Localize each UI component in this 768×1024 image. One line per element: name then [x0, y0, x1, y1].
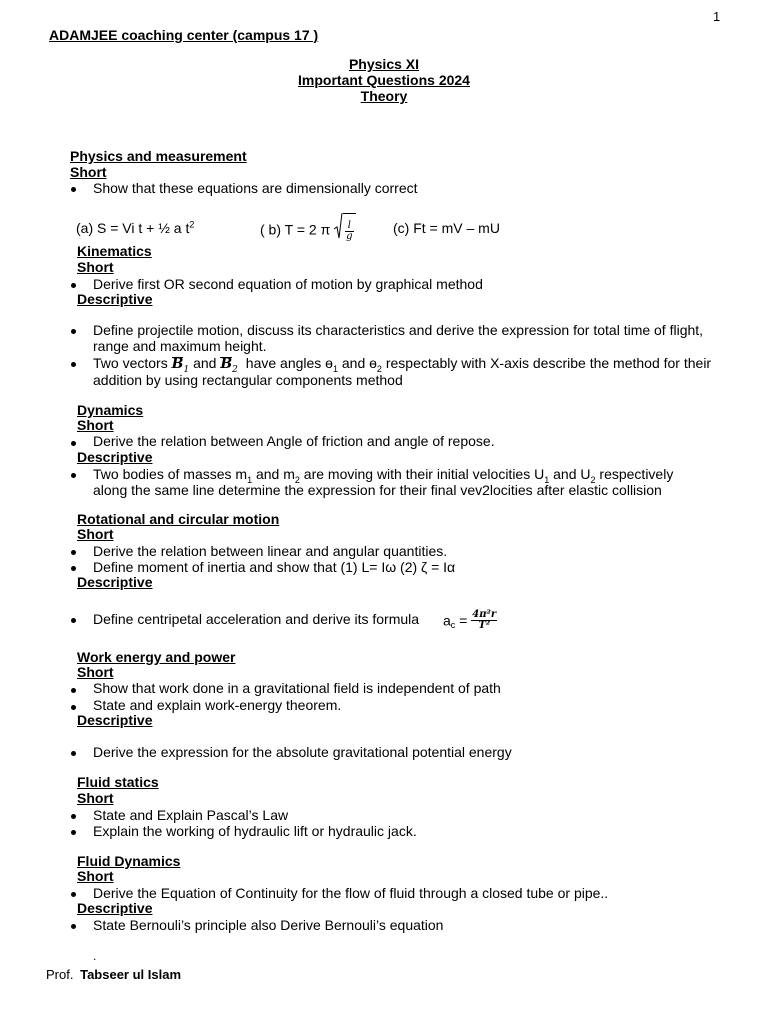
fraction-denominator: T² [478, 619, 491, 631]
question-item-continued: along the same line determine the expression for their final vev2locities after elastic collision [93, 482, 662, 498]
descriptive-label: Descriptive [77, 574, 153, 590]
formula-lhs: a [443, 612, 451, 629]
question-item: Derive first OR second equation of motion by graphical method [93, 276, 483, 292]
vector-b2 [220, 356, 238, 375]
bullet [71, 362, 76, 367]
vector-symbol: B [220, 356, 233, 372]
bullet [71, 566, 76, 571]
author-prefix: Prof. [46, 967, 74, 982]
descriptive-label: Descriptive [77, 291, 153, 307]
bullet [71, 329, 76, 334]
text-span: Two bodies of masses m [93, 466, 248, 482]
text-span: respectively [595, 466, 674, 482]
question-item: Define centripetal acceleration and derive its formula [93, 611, 420, 627]
angle-subscript: 2 [376, 363, 382, 374]
question-item: Derive the relation between linear and angular quantities. [93, 543, 448, 559]
question-item: Explain the working of hydraulic lift or hydraulic jack. [93, 823, 417, 839]
bullet [71, 187, 76, 192]
section-heading-dynamics: Dynamics [77, 402, 144, 418]
center-name: ADAMJEE coaching center (campus 17 ) [49, 27, 319, 43]
subscript: 2 [590, 474, 596, 485]
doc-title-type: Theory [360, 88, 408, 104]
text-span: respectably with X-axis describe the method for their [385, 355, 712, 371]
vector-subscript: 2 [232, 364, 238, 375]
question-item [93, 466, 674, 485]
square-root [334, 213, 355, 245]
bullet [71, 814, 76, 819]
bullet [71, 892, 76, 897]
question-item: Define moment of inertia and show that (1) L= Iω (2) ζ = Iα [93, 559, 456, 575]
section-heading-fluid-statics: Fluid statics [77, 774, 159, 790]
subscript: 1 [544, 474, 550, 485]
section-heading-fluid-dynamics: Fluid Dynamics [77, 853, 181, 869]
doc-title-subject: Physics XI [348, 56, 420, 72]
question-item: State Bernouli’s principle also Derive Bernouli’s equation [93, 917, 444, 933]
equation-c: (c) Ft = mV – mU [393, 220, 500, 236]
formula-fraction [471, 610, 497, 631]
subscript: 2 [294, 474, 300, 485]
question-item: Derive the Equation of Continuity for the flow of fluid through a closed tube or pipe.. [93, 885, 609, 901]
text-span: have angles ɵ [245, 355, 333, 371]
question-item: State and Explain Pascal’s Law [93, 807, 289, 823]
question-item: State and explain work-energy theorem. [93, 697, 342, 713]
fraction-numerator: 4π²r [472, 608, 497, 620]
question-item-continued: addition by using rectangular components method [93, 372, 403, 388]
bullet [71, 283, 76, 288]
text-span: and [193, 355, 217, 371]
trailing-dot: . [93, 949, 97, 963]
centripetal-formula [443, 604, 497, 635]
short-label: Short [77, 417, 114, 433]
short-label: Short [77, 526, 114, 542]
question-item [93, 355, 712, 375]
bullet [71, 618, 76, 623]
vector-b1 [171, 356, 190, 375]
text-span: and U [549, 466, 591, 482]
bullet [71, 830, 76, 835]
formula-subscript: c [450, 619, 456, 630]
bullet [71, 705, 76, 710]
angle-subscript: 1 [332, 363, 338, 374]
fraction-numerator: l [345, 221, 353, 232]
short-label: Short [70, 164, 107, 180]
question-item: Show that work done in a gravitational field is independent of path [93, 680, 501, 696]
question-item: Define projectile motion, discuss its characteristics and derive the expression for total time of flight, [93, 322, 704, 338]
formula-equals: = [455, 612, 468, 629]
bullet [71, 473, 76, 478]
section-heading-kinematics: Kinematics [77, 243, 152, 259]
vector-symbol: B [171, 356, 184, 372]
text-span: are moving with their initial velocities U [299, 466, 545, 482]
bullet [71, 550, 76, 555]
bullet [71, 924, 76, 929]
equation-b-text: ( b) T = 2 π [260, 221, 331, 238]
subscript: 1 [247, 474, 253, 485]
descriptive-label: Descriptive [77, 712, 153, 728]
question-item: Derive the relation between Angle of friction and angle of repose. [93, 433, 495, 449]
fraction-l-over-g [345, 221, 353, 242]
section-heading-work-energy: Work energy and power [77, 649, 236, 665]
equation-a-exponent: 2 [189, 219, 195, 230]
section-heading-measurement: Physics and measurement [70, 148, 247, 164]
text-span: and m [252, 466, 295, 482]
section-heading-rotational: Rotational and circular motion [77, 511, 280, 527]
short-label: Short [77, 790, 114, 806]
equation-b [260, 213, 356, 245]
descriptive-label: Descriptive [77, 449, 153, 465]
descriptive-label: Descriptive [77, 900, 153, 916]
text-span: Two vectors [93, 355, 168, 371]
short-label: Short [77, 868, 114, 884]
doc-title-year: Important Questions 2024 [298, 72, 470, 88]
bullet [71, 751, 76, 756]
footer-author [46, 967, 181, 983]
author-name: Tabseer ul Islam [80, 967, 182, 982]
question-item-continued: range and maximum height. [93, 338, 267, 354]
page-number: 1 [713, 9, 721, 24]
vector-subscript: 1 [183, 364, 190, 375]
equation-a-text: (a) S = Vi t + ½ a t [76, 220, 190, 236]
short-label: Short [77, 664, 114, 680]
bullet [71, 441, 76, 446]
text-span: and ɵ [341, 355, 377, 371]
bullet [71, 688, 76, 693]
short-label: Short [77, 259, 114, 275]
question-item: Show that these equations are dimensionally correct [93, 180, 418, 196]
fraction-denominator: g [346, 231, 353, 243]
equation-a [76, 220, 194, 236]
question-item: Derive the expression for the absolute gravitational potential energy [93, 744, 512, 760]
